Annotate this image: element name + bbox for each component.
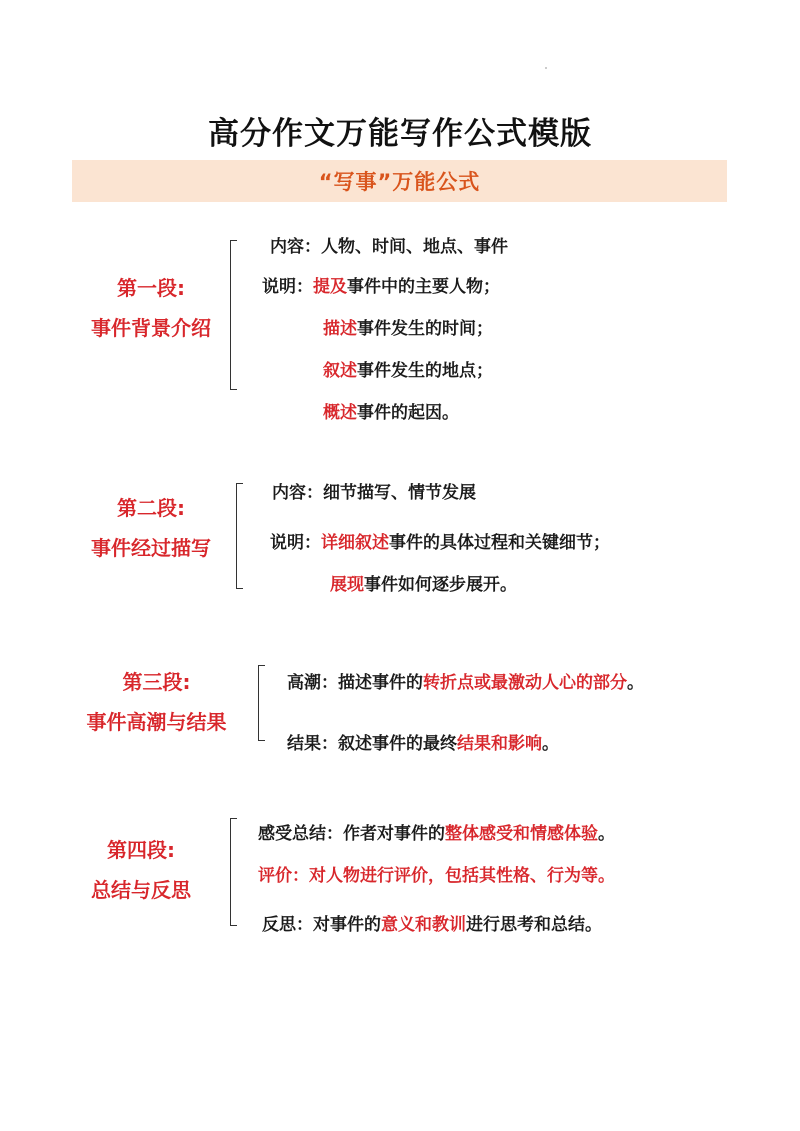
note-text: 事件的起因。 bbox=[357, 403, 459, 423]
section-3-label bbox=[74, 662, 239, 742]
section-1-bracket bbox=[230, 240, 231, 390]
keyword-highlight: 结果和影响 bbox=[457, 734, 542, 754]
section-3-climax-line bbox=[287, 668, 644, 693]
section-2-bracket bbox=[236, 483, 237, 589]
section-4-label-line-1: 第四段: bbox=[107, 838, 175, 862]
keyword-highlight: 意义和教训 bbox=[381, 915, 466, 935]
section-2-content-line: 内容：细节描写、情节发展 bbox=[272, 483, 476, 503]
section-4-label-line-2: 总结与反思 bbox=[91, 878, 191, 902]
section-1-label-line-1: 第一段: bbox=[117, 276, 185, 300]
section-1-content-line: 内容：人物、时间、地点、事件 bbox=[270, 237, 508, 257]
note-text: 事件发生的时间； bbox=[357, 319, 493, 339]
section-1-note-line-3 bbox=[323, 356, 493, 381]
formula-banner bbox=[72, 160, 727, 202]
keyword-highlight: 提及 bbox=[313, 277, 347, 297]
section-2-label-line-2: 事件经过描写 bbox=[91, 536, 211, 560]
note-text: 事件发生的地点； bbox=[357, 361, 493, 381]
keyword-highlight: 描述 bbox=[323, 319, 357, 339]
section-1-note-line-4 bbox=[323, 398, 459, 423]
keyword-highlight: 详细叙述 bbox=[321, 533, 389, 553]
note-text: 事件如何逐步展开。 bbox=[364, 575, 517, 595]
note-text: 事件的具体过程和关键细节； bbox=[389, 533, 610, 553]
section-1-label bbox=[76, 268, 226, 348]
line-prefix: 结果：叙述事件的最终 bbox=[287, 734, 457, 754]
note-prefix: 说明： bbox=[270, 533, 321, 553]
page-title: 高分作文万能写作公式模版 bbox=[208, 116, 592, 152]
section-3-result-line bbox=[287, 729, 559, 754]
section-1-label-line-2: 事件背景介绍 bbox=[91, 316, 211, 340]
line-prefix: 反思：对事件的 bbox=[262, 915, 381, 935]
line-suffix: 。 bbox=[598, 824, 615, 844]
keyword-highlight: 转折点或最激动人心的部分 bbox=[423, 673, 627, 693]
section-3-bracket bbox=[258, 665, 259, 741]
line-prefix: 高潮：描述事件的 bbox=[287, 673, 423, 693]
section-2-label-line-1: 第二段: bbox=[117, 496, 185, 520]
line-prefix: 感受总结：作者对事件的 bbox=[258, 824, 445, 844]
section-1-note-line-2 bbox=[323, 314, 493, 339]
section-2-note-line-1 bbox=[270, 528, 610, 553]
keyword-highlight: 整体感受和情感体验 bbox=[445, 824, 598, 844]
section-4-bracket bbox=[230, 818, 231, 926]
section-3-label-line-2: 事件高潮与结果 bbox=[86, 710, 227, 734]
note-text: 事件中的主要人物； bbox=[347, 277, 500, 297]
section-2-note-line-2 bbox=[330, 570, 517, 595]
keyword-highlight: 概述 bbox=[323, 403, 357, 423]
line-suffix: 进行思考和总结。 bbox=[466, 915, 602, 935]
line-suffix: 。 bbox=[627, 673, 644, 693]
section-2-label bbox=[76, 488, 226, 568]
scan-dot bbox=[545, 67, 547, 69]
section-4-label bbox=[66, 830, 216, 910]
keyword-highlight: 展现 bbox=[330, 575, 364, 595]
section-3-label-line-1: 第三段: bbox=[122, 670, 191, 694]
section-4-feeling-line bbox=[258, 819, 615, 844]
section-4-evaluation-line: 评价：对人物进行评价，包括其性格、行为等。 bbox=[258, 866, 615, 886]
note-prefix: 说明： bbox=[262, 277, 313, 297]
section-1-note-line-1 bbox=[262, 272, 500, 297]
section-4-reflection-line bbox=[262, 910, 602, 935]
line-suffix: 。 bbox=[542, 734, 559, 754]
banner-text: “写事”万能公式 bbox=[318, 170, 481, 194]
keyword-highlight: 叙述 bbox=[323, 361, 357, 381]
